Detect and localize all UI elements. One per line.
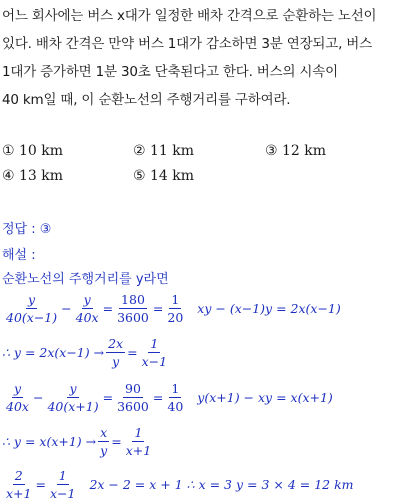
option-5[interactable] (133, 168, 194, 184)
eq1-tail: xy − (x−1)y = 2x(x−1) (197, 301, 341, 316)
eq3-tail: y(x+1) − xy = x(x+1) (197, 390, 333, 405)
option-4[interactable] (2, 168, 63, 184)
eq5-frac-a: $\frac{2}{x+1}$ (6, 468, 32, 501)
eq5-mid: 2x − 2 = x + 1 ∴ x = 3 y = 3 × 4 = 12 km (89, 477, 354, 492)
equation-1: $\frac{y}{40(x-1)}$ − $\frac{y}{40x}$ = $\frac{180}{3600}$ = $\frac{1}{20}$ xy − (x−1)y = 2x(x−1) (6, 292, 341, 325)
option-4-value: 13 km (19, 168, 64, 184)
option-3[interactable] (265, 143, 326, 159)
explanation-label: 해설 : (2, 248, 36, 263)
eq1-frac-c: $\frac{180}{3600}$ (117, 292, 149, 325)
eq4-left: ∴ y = x(x+1) → (2, 434, 97, 449)
eq3-frac-b: $\frac{y}{40(x+1)}$ (47, 381, 99, 414)
eq1-frac-b: $\frac{y}{40x}$ (75, 292, 99, 325)
option-5-mark: ⑤ (133, 168, 146, 184)
eq4-frac-a: $\frac{x}{y}$ (100, 425, 108, 458)
eq3-frac-d: $\frac{1}{40}$ (167, 381, 184, 414)
option-2-value: 11 km (150, 143, 195, 159)
option-1-mark: ① (2, 143, 15, 159)
eq1-frac-d: $\frac{1}{20}$ (167, 292, 184, 325)
problem-line-2: 있다. 배차 간격은 만약 버스 1대가 감소하면 3분 연장되고, 버스 (2, 36, 372, 52)
problem-line-1: 어느 회사에는 버스 x대가 일정한 배차 간격으로 순환하는 노선이 (2, 8, 377, 24)
eq5-frac-b: $\frac{1}{x-1}$ (49, 468, 76, 501)
explanation-intro: 순환노선의 주행거리를 y라면 (2, 272, 169, 287)
eq4-frac-b: $\frac{1}{x+1}$ (125, 425, 152, 458)
option-1[interactable] (2, 143, 63, 159)
eq2-frac-a: $\frac{2x}{y}$ (108, 336, 124, 369)
option-4-mark: ④ (2, 168, 15, 184)
option-3-mark: ③ (265, 143, 278, 159)
problem-line-4: 40 km일 때, 이 순환노선의 주행거리를 구하여라. (2, 92, 291, 108)
eq3-frac-c: $\frac{90}{3600}$ (117, 381, 149, 414)
problem-line-3: 1대가 증가하면 1분 30초 단축된다고 한다. 버스의 시속이 (2, 64, 338, 80)
option-1-value: 10 km (19, 143, 64, 159)
equation-2: ∴ y = 2x(x−1) → $\frac{2x}{y}$ = $\frac{1}{x-1}$ (2, 336, 168, 369)
option-2[interactable] (133, 143, 194, 159)
eq2-frac-b: $\frac{1}{x-1}$ (141, 336, 168, 369)
equation-3: $\frac{y}{40x}$ − $\frac{y}{40(x+1)}$ = $\frac{90}{3600}$ = $\frac{1}{40}$ y(x+1) − xy = x(x+1) (6, 381, 333, 414)
equation-5: $\frac{2}{x+1}$ = $\frac{1}{x-1}$ 2x − 2 = x + 1 ∴ x = 3 y = 3 × 4 = 12 km (6, 468, 354, 501)
option-3-value: 12 km (282, 143, 327, 159)
option-5-value: 14 km (150, 168, 195, 184)
eq1-frac-a: $\frac{y}{40(x-1)}$ (6, 292, 58, 325)
option-2-mark: ② (133, 143, 146, 159)
answer-label: 정답 : ③ (2, 222, 52, 237)
eq2-left: ∴ y = 2x(x−1) → (2, 345, 105, 360)
eq3-frac-a: $\frac{y}{40x}$ (6, 381, 29, 414)
equation-4: ∴ y = x(x+1) → $\frac{x}{y}$ = $\frac{1}{x+1}$ (2, 425, 152, 458)
